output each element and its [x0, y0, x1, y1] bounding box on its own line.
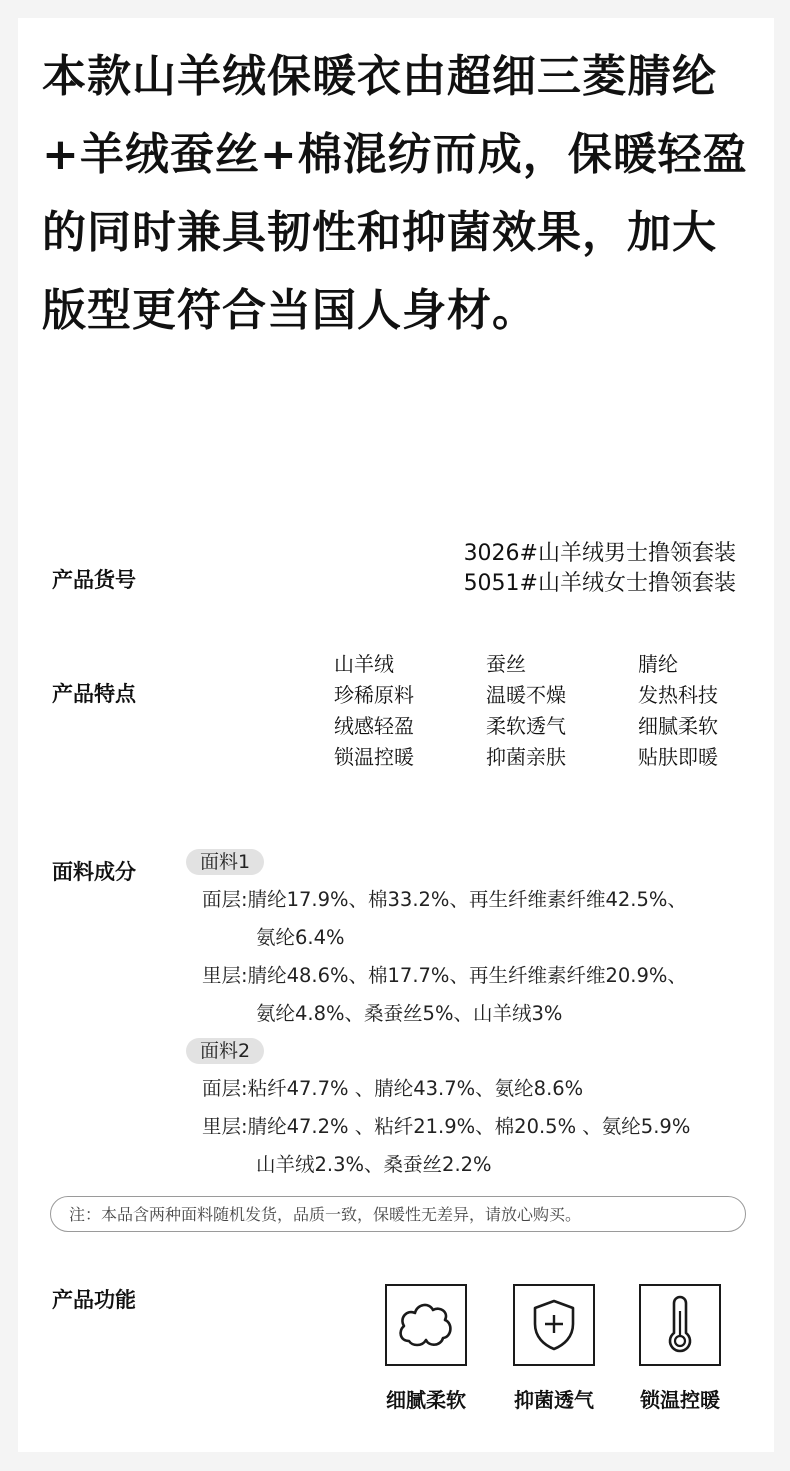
- feature-item: 贴肤即暖: [638, 745, 718, 769]
- intro-paragraph: 本款山羊绒保暖衣由超细三菱腈纶+羊绒蚕丝+棉混纺而成，保暖轻盈的同时兼具韧性和抑菌效果，加大版型更符合当国人身材。: [42, 51, 748, 336]
- fabric-2-inner-line: 里层:腈纶47.2% 、粘纤21.9%、棉20.5% 、氨纶5.9%: [202, 1115, 691, 1138]
- feature-item: 细腻柔软: [638, 714, 718, 738]
- feature-item: 锁温控暖: [334, 745, 414, 769]
- fabric-1-outer-line: 面层:腈纶17.9%、棉33.2%、再生纤维素纤维42.5%、: [202, 888, 687, 911]
- fabric-label: 面料成分: [52, 860, 136, 884]
- sku-line: 3026#山羊绒男士撸领套装: [463, 541, 736, 566]
- feature-item: 蚕丝: [486, 652, 526, 676]
- function-item-antibacterial: [499, 1284, 609, 1413]
- product-info-card: [18, 18, 774, 1452]
- function-text: 抑菌透气: [514, 1388, 594, 1412]
- function-text: 锁温控暖: [640, 1388, 720, 1412]
- sku-line: 5051#山羊绒女士撸领套装: [463, 571, 736, 596]
- feature-item: 山羊绒: [334, 652, 394, 676]
- fabric-2-inner-line-cont: 山羊绒2.3%、桑蚕丝2.2%: [256, 1153, 492, 1176]
- fabric-1-outer-line-cont: 氨纶6.4%: [256, 926, 345, 949]
- function-item-warmth: [625, 1284, 735, 1413]
- shield-plus-icon: [513, 1284, 595, 1366]
- feature-item: 绒感轻盈: [334, 714, 414, 738]
- thermometer-icon: [639, 1284, 721, 1366]
- feature-item: 发热科技: [638, 683, 718, 707]
- features-grid: [334, 649, 758, 773]
- feature-item: 温暖不燥: [486, 683, 566, 707]
- features-label: 产品特点: [52, 682, 136, 706]
- feature-item: 珍稀原料: [334, 683, 414, 707]
- function-item-soft: [371, 1284, 481, 1413]
- feature-item: 柔软透气: [486, 714, 566, 738]
- functions-label: 产品功能: [52, 1288, 136, 1312]
- sku-list: [464, 539, 736, 599]
- fabric-1-inner-line-cont: 氨纶4.8%、桑蚕丝5%、山羊绒3%: [256, 1002, 563, 1025]
- fabric-option-1-tag: 面料1: [186, 849, 264, 875]
- fabric-option-2-tag: 面料2: [186, 1038, 264, 1064]
- fabric-2-outer-line: 面层:粘纤47.7% 、腈纶43.7%、氨纶8.6%: [202, 1077, 584, 1100]
- cloud-icon: [385, 1284, 467, 1366]
- feature-column-silk: [486, 649, 638, 773]
- feature-item: 抑菌亲肤: [486, 745, 566, 769]
- feature-item: 腈纶: [638, 652, 678, 676]
- sku-label: 产品货号: [52, 568, 136, 592]
- feature-column-acrylic: [638, 649, 758, 773]
- feature-column-cashmere: [334, 649, 486, 773]
- fabric-1-inner-line: 里层:腈纶48.6%、棉17.7%、再生纤维素纤维20.9%、: [202, 964, 687, 987]
- function-text: 细腻柔软: [386, 1388, 466, 1412]
- shipping-note: 注：本品含两种面料随机发货，品质一致，保暖性无差异，请放心购买。: [50, 1196, 746, 1232]
